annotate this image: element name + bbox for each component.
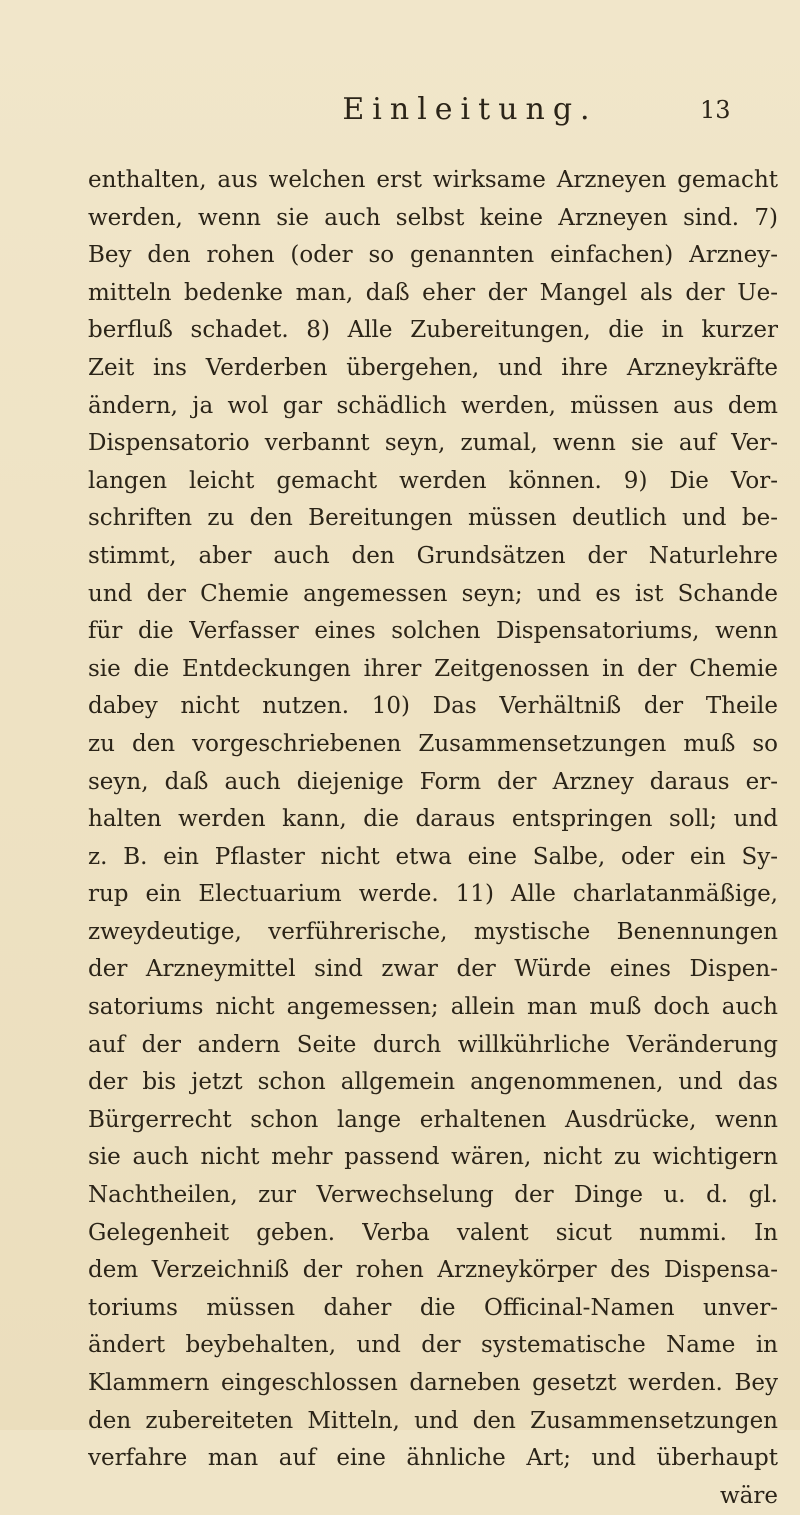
text-line: Zeit ins Verderben übergehen, und ihre Arzneykräfte [88,354,778,381]
text-line: enthalten, aus welchen erst wirksame Arzneyen gemacht [88,167,778,193]
text-line: Dispensatorio verbannt seyn, zumal, wenn sie auf Ver- [88,430,778,457]
text-line: Bürgerrecht schon lange erhaltenen Ausdrücke, wenn [88,1106,778,1133]
body-text [88,162,778,1515]
text-line: mitteln bedenke man, daß eher der Mangel als der Ue- [88,279,778,306]
text-line: langen leicht gemacht werden können. 9) Die Vor- [88,467,778,494]
text-line: verfahre man auf eine ähnliche Art; und überhaupt [88,1445,778,1472]
text-line: z. B. ein Pflaster nicht etwa eine Salbe, oder ein Sy- [88,843,778,870]
page-number: 13 [700,96,731,124]
text-line: sie die Entdeckungen ihrer Zeitgenossen in der Chemie [88,655,778,682]
text-line: toriums müssen daher die Officinal-Namen unver- [88,1294,778,1321]
text-line: wäre [719,1482,778,1509]
text-line: dem Verzeichniß der rohen Arzneykörper des Dispensa- [88,1257,778,1284]
text-line: zu den vorgeschriebenen Zusammensetzungen muß so [88,730,778,757]
text-line: den zubereiteten Mitteln, und den Zusammensetzungen [88,1407,778,1434]
text-line: und der Chemie angemessen seyn; und es ist Schande [88,580,778,607]
text-line: der Arzneymittel sind zwar der Würde eines Dispen- [88,956,778,983]
text-line: sie auch nicht mehr passend wären, nicht zu wichtigern [88,1144,778,1171]
text-line: Gelegenheit geben. Verba valent sicut nummi. In [88,1219,778,1246]
text-line: halten werden kann, die daraus entspringen soll; und [88,806,778,833]
text-line: dabey nicht nutzen. 10) Das Verhältniß der Theile [88,693,778,720]
text-line: stimmt, aber auch den Grundsätzen der Naturlehre [88,542,778,569]
text-line: berfluß schadet. 8) Alle Zubereitungen, die in kurzer [88,317,778,344]
text-line: Nachtheilen, zur Verwechselung der Dinge u. d. gl. [88,1182,778,1209]
text-line: ändern, ja wol gar schädlich werden, müssen aus dem [88,392,778,419]
text-line: zweydeutige, verführerische, mystische Benennungen [88,918,778,945]
text-line: für die Verfasser eines solchen Dispensatoriums, wenn [88,618,778,645]
text-line: ändert beybehalten, und der systematische Name in [88,1332,778,1359]
text-line: Bey den rohen (oder so genannten einfachen) Arzney- [88,242,778,269]
page-header [0,92,800,142]
text-line: rup ein Electuarium werde. 11) Alle charlatanmäßige, [88,881,778,908]
running-head: Einleitung. [342,92,598,127]
text-line: seyn, daß auch diejenige Form der Arzney daraus er- [88,768,778,795]
text-line: Klammern eingeschlossen darneben gesetzt werden. Bey [88,1370,778,1396]
text-line: werden, wenn sie auch selbst keine Arzneyen sind. 7) [88,204,778,231]
text-line: auf der andern Seite durch willkührliche Veränderung [88,1031,778,1058]
text-line: der bis jetzt schon allgemein angenommenen, und das [88,1069,778,1096]
text-line: schriften zu den Bereitungen müssen deutlich und be- [88,505,778,532]
text-line: satoriums nicht angemessen; allein man muß doch auch [88,994,778,1021]
